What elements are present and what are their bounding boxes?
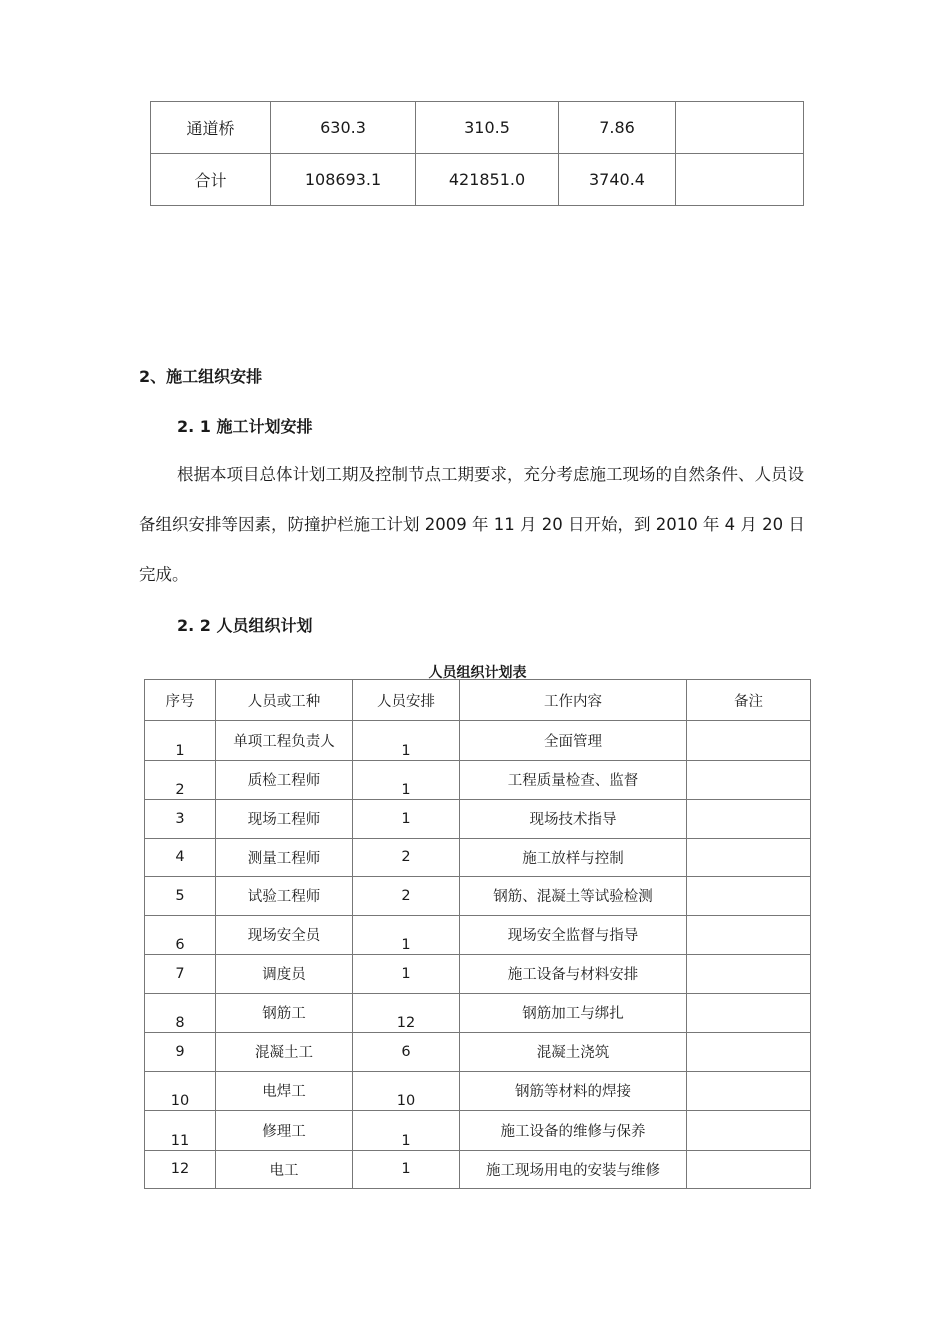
table-cell: 1: [353, 800, 460, 839]
table-cell: 1: [353, 915, 460, 955]
table-cell: 2: [353, 877, 460, 916]
table-cell: 10: [145, 1071, 216, 1111]
table-cell: [687, 877, 811, 916]
table-cell: 单项工程负责人: [216, 721, 353, 761]
table-cell: 6: [145, 915, 216, 955]
table-cell: 5: [145, 877, 216, 916]
table-cell: 1: [353, 1150, 460, 1189]
table-row: [145, 800, 811, 839]
table-row: [145, 1033, 811, 1072]
table-cell: 3: [145, 800, 216, 839]
table-row: [145, 760, 811, 800]
table-cell: [687, 955, 811, 994]
table-cell: 混凝土浇筑: [460, 1033, 687, 1072]
table-cell: 电工: [216, 1150, 353, 1189]
table-cell: 现场技术指导: [460, 800, 687, 839]
table-cell: [687, 915, 811, 955]
column-header: 备注: [687, 680, 811, 721]
table-cell: 2: [353, 838, 460, 877]
table-header-row: [145, 680, 811, 721]
subsection-heading-staff: 2. 2 人员组织计划: [177, 616, 313, 635]
table-cell: 调度员: [216, 955, 353, 994]
table-cell: 合计: [151, 154, 271, 206]
column-header: 人员或工种: [216, 680, 353, 721]
table-cell: 施工设备的维修与保养: [460, 1111, 687, 1151]
table-cell: [687, 760, 811, 800]
table-cell: [687, 800, 811, 839]
table-caption: 人员组织计划表: [428, 665, 527, 681]
table-cell: 现场工程师: [216, 800, 353, 839]
table-cell: 6: [353, 1033, 460, 1072]
table-cell: 1: [353, 955, 460, 994]
table-cell: 108693.1: [271, 154, 416, 206]
table-row: [145, 721, 811, 761]
table-cell: [687, 721, 811, 761]
table-cell: 全面管理: [460, 721, 687, 761]
table-cell: 现场安全员: [216, 915, 353, 955]
table-cell: 7.86: [559, 102, 676, 154]
table-cell: 钢筋等材料的焊接: [460, 1071, 687, 1111]
table-row: [145, 955, 811, 994]
table-cell: 7: [145, 955, 216, 994]
table-cell: 施工现场用电的安装与维修: [460, 1150, 687, 1189]
table-cell: 630.3: [271, 102, 416, 154]
table-row: [145, 1111, 811, 1151]
table-row: [151, 154, 804, 206]
table-cell: [687, 993, 811, 1033]
table-cell: 质检工程师: [216, 760, 353, 800]
table-cell: 12: [145, 1150, 216, 1189]
table-row: [151, 102, 804, 154]
table-cell: 钢筋工: [216, 993, 353, 1033]
table-cell: 2: [145, 760, 216, 800]
table-cell: 11: [145, 1111, 216, 1151]
table-row: [145, 1071, 811, 1111]
column-header: 序号: [145, 680, 216, 721]
table-cell: 421851.0: [416, 154, 559, 206]
table-cell: [687, 1150, 811, 1189]
table-cell: 电焊工: [216, 1071, 353, 1111]
table-row: [145, 1150, 811, 1189]
table-cell: [687, 1111, 811, 1151]
table-row: [145, 877, 811, 916]
staff-table: [144, 679, 811, 1189]
table-cell: 施工放样与控制: [460, 838, 687, 877]
table-cell: 1: [145, 721, 216, 761]
table-cell: 混凝土工: [216, 1033, 353, 1072]
plan-paragraph: 根据本项目总体计划工期及控制节点工期要求，充分考虑施工现场的自然条件、人员设备组织安排等因素，防撞护栏施工计划 2009 年 11 月 20 日开始，到 2010 年 4 月 20 日完成。: [139, 465, 805, 584]
table-cell: 12: [353, 993, 460, 1033]
table-cell: 1: [353, 760, 460, 800]
table-cell: 钢筋加工与绑扎: [460, 993, 687, 1033]
table-cell: 310.5: [416, 102, 559, 154]
table-cell: 测量工程师: [216, 838, 353, 877]
table-cell: [676, 102, 804, 154]
table-cell: 修理工: [216, 1111, 353, 1151]
table-cell: 10: [353, 1071, 460, 1111]
table-cell: [687, 1071, 811, 1111]
section-heading: 2、施工组织安排: [139, 367, 263, 386]
table-cell: [687, 838, 811, 877]
table-cell: 8: [145, 993, 216, 1033]
table-cell: 现场安全监督与指导: [460, 915, 687, 955]
subsection-heading-plan: 2. 1 施工计划安排: [177, 417, 313, 436]
column-header: 人员安排: [353, 680, 460, 721]
table-row: [145, 838, 811, 877]
table-row: [145, 915, 811, 955]
summary-table: [150, 101, 804, 206]
table-cell: 1: [353, 1111, 460, 1151]
table-cell: 试验工程师: [216, 877, 353, 916]
table-cell: 钢筋、混凝土等试验检测: [460, 877, 687, 916]
table-cell: 3740.4: [559, 154, 676, 206]
table-cell: 工程质量检查、监督: [460, 760, 687, 800]
table-cell: 4: [145, 838, 216, 877]
table-cell: 1: [353, 721, 460, 761]
table-cell: [676, 154, 804, 206]
table-cell: 通道桥: [151, 102, 271, 154]
table-cell: 9: [145, 1033, 216, 1072]
table-cell: [687, 1033, 811, 1072]
table-row: [145, 993, 811, 1033]
table-cell: 施工设备与材料安排: [460, 955, 687, 994]
column-header: 工作内容: [460, 680, 687, 721]
